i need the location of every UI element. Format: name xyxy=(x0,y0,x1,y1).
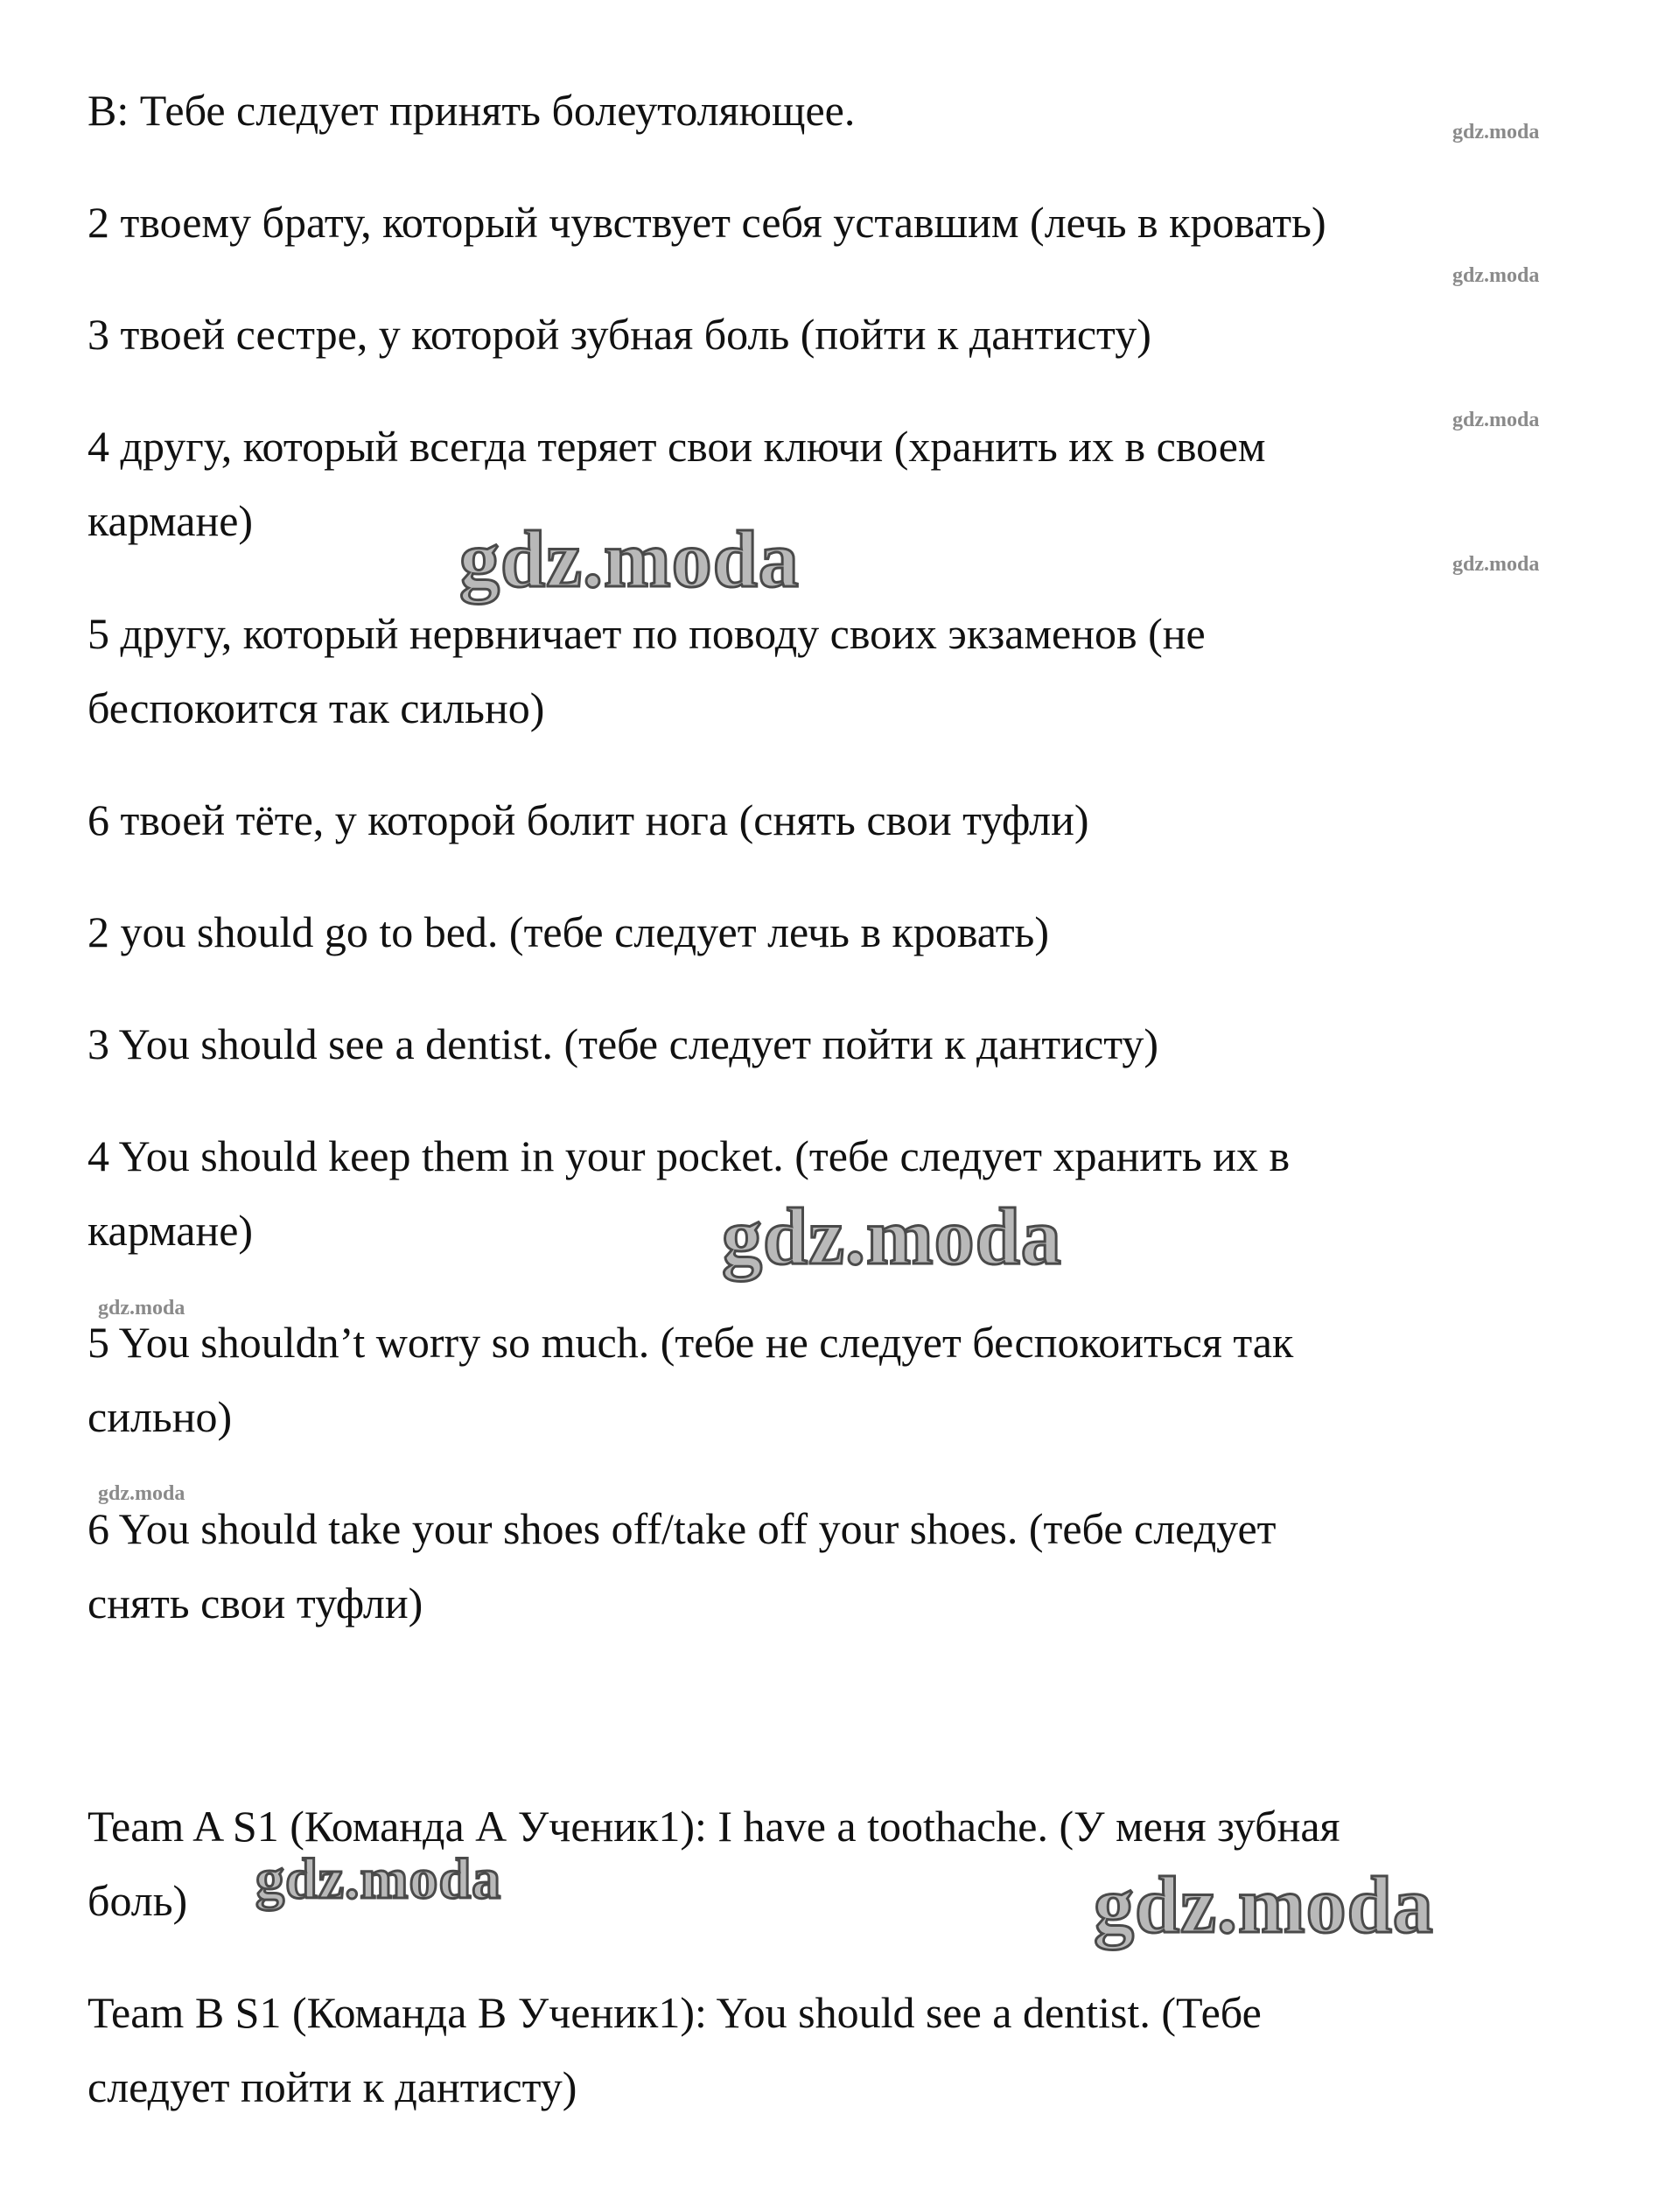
text-line: B: Тебе следует принять болеутоляющее. xyxy=(87,86,856,135)
text-line: 4 другу, который всегда теряет свои ключи (хранить их в своем xyxy=(87,422,1266,471)
watermark-small: gdz.moda xyxy=(1452,264,1540,287)
text-line: Team A S1 (Команда А Ученик1): I have a toothache. (У меня зубная xyxy=(87,1802,1340,1851)
watermark-small: gdz.moda xyxy=(1452,121,1540,144)
text-line: 4 You should keep them in your pocket. (тебе следует хранить их в xyxy=(87,1131,1291,1180)
watermark-small: gdz.moda xyxy=(98,1297,185,1320)
text-line: 3 You should see a dentist. (тебе следует пойти к дантисту) xyxy=(87,1019,1159,1068)
text-line: 5 другу, который нервничает по поводу своих экзаменов (не xyxy=(87,609,1206,658)
watermark-big: gdz.moda xyxy=(722,1192,1062,1281)
text-line: Team B S1 (Команда В Ученик1): You should see a dentist. (Тебе xyxy=(87,1988,1262,2037)
text-line: снять свои туфли) xyxy=(87,1578,423,1628)
text-line: беспокоится так сильно) xyxy=(87,683,545,732)
text-line: 6 You should take your shoes off/take off your shoes. (тебе следует xyxy=(87,1504,1277,1553)
text-line: боль) xyxy=(87,1876,188,1925)
text-line: 6 твоей тёте, у которой болит нога (снять свои туфли) xyxy=(87,795,1089,844)
watermark-big: gdz.moda xyxy=(255,1847,502,1911)
watermark-big: gdz.moda xyxy=(1094,1860,1434,1950)
watermark-small: gdz.moda xyxy=(98,1482,185,1505)
text-line: следует пойти к дантисту) xyxy=(87,2062,577,2111)
text-line: 5 You shouldn’t worry so much. (тебе не следует беспокоиться так xyxy=(87,1318,1294,1367)
text-line: кармане) xyxy=(87,1206,254,1255)
watermark-small: gdz.moda xyxy=(1452,553,1540,576)
text-line: 2 твоему брату, который чувствует себя уставшим (лечь в кровать) xyxy=(87,198,1326,247)
watermark-big: gdz.moda xyxy=(459,514,800,604)
watermark-small: gdz.moda xyxy=(1452,409,1540,431)
text-line: кармане) xyxy=(87,496,254,545)
text-line: сильно) xyxy=(87,1392,233,1441)
text-line: 2 you should go to bed. (тебе следует лечь в кровать) xyxy=(87,907,1049,956)
text-line: 3 твоей сестре, у которой зубная боль (пойти к дантисту) xyxy=(87,310,1151,359)
